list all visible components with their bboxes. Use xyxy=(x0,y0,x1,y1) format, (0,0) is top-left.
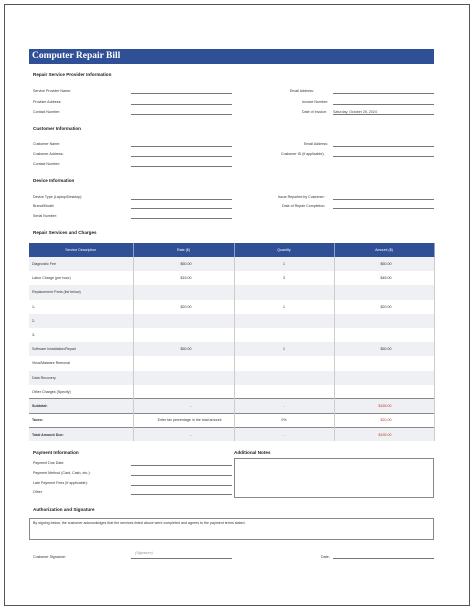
signature-placeholder: (Signature) xyxy=(135,551,153,555)
customer-email-field[interactable] xyxy=(333,146,434,147)
customer-email-label: Email Address: xyxy=(304,142,328,146)
col-header-rate: Rate ($) xyxy=(133,243,234,257)
customer-name-field[interactable] xyxy=(131,146,232,147)
signature-label: Customer Signature: xyxy=(33,555,66,559)
row-description[interactable]: 2- xyxy=(29,314,133,328)
table-row xyxy=(29,356,434,370)
customer-name-label: Customer Name: xyxy=(33,142,61,146)
row-description[interactable]: Labor Charge (per hour) xyxy=(29,271,133,285)
table-row xyxy=(29,257,434,271)
invoice-number-field[interactable] xyxy=(333,104,434,105)
row-quantity[interactable] xyxy=(234,385,334,399)
row-rate[interactable] xyxy=(133,328,234,342)
table-row xyxy=(29,271,434,285)
invoice-date-label: Date of Invoice: xyxy=(302,110,327,114)
total-row xyxy=(29,427,434,441)
invoice-date-underline xyxy=(333,114,434,115)
signature-date-label: Date: xyxy=(321,555,330,559)
row-quantity[interactable] xyxy=(234,314,334,328)
subtotal-amount: $165.00 xyxy=(334,399,434,413)
other-field[interactable] xyxy=(131,494,232,495)
late-fee-field[interactable] xyxy=(131,485,232,486)
invoice-number-label: Invoice Number: xyxy=(302,100,329,104)
provider-contact-label: Contact Number: xyxy=(33,110,61,114)
row-description[interactable]: Diagnostic Fee xyxy=(29,257,133,271)
table-row xyxy=(29,342,434,356)
subtotal-row xyxy=(29,399,434,413)
row-quantity[interactable]: 1 xyxy=(234,300,334,314)
device-heading: Device Information xyxy=(33,178,75,183)
customer-heading: Customer Information xyxy=(33,126,81,131)
table-row xyxy=(29,328,434,342)
services-header-row xyxy=(29,243,434,257)
row-rate[interactable] xyxy=(133,285,234,299)
late-fee-label: Late Payment Fees (If applicable): xyxy=(33,481,88,485)
row-rate[interactable]: $20.00 xyxy=(133,300,234,314)
provider-email-label: Email Address: xyxy=(290,89,314,93)
row-rate[interactable] xyxy=(133,356,234,370)
row-description[interactable]: Replacement Parts (list below) xyxy=(29,285,133,299)
row-description[interactable]: Other Charges (Specify) xyxy=(29,385,133,399)
row-amount: $45.00 xyxy=(334,271,434,285)
device-type-label: Device Type (Laptop/Desktop): xyxy=(33,195,83,199)
payment-method-label: Payment Method (Card, Cash, etc.): xyxy=(33,471,91,475)
row-quantity[interactable]: 1 xyxy=(234,342,334,356)
row-rate[interactable] xyxy=(133,314,234,328)
row-amount xyxy=(334,328,434,342)
total-label: Total Amount Due: xyxy=(29,427,133,441)
table-row xyxy=(29,300,434,314)
provider-address-field[interactable] xyxy=(131,104,232,105)
services-table xyxy=(29,243,435,441)
row-description[interactable]: 3- xyxy=(29,328,133,342)
customer-contact-label: Contact Number: xyxy=(33,162,61,166)
col-header-quantity: Quantity xyxy=(234,243,334,257)
customer-contact-field[interactable] xyxy=(131,166,232,167)
payment-heading: Payment Information xyxy=(33,450,79,455)
row-amount: $50.00 xyxy=(334,342,434,356)
taxes-label: Taxes: xyxy=(29,413,133,427)
taxes-note: Enter tax percentage in the total amount xyxy=(133,413,234,427)
row-rate[interactable] xyxy=(133,371,234,385)
taxes-amount: $20.00 xyxy=(334,413,434,427)
taxes-row xyxy=(29,413,434,427)
row-amount xyxy=(334,314,434,328)
total-amount: $155.00 xyxy=(334,427,434,441)
row-quantity[interactable]: 3 xyxy=(234,271,334,285)
invoice-date-value[interactable]: Saturday, October 26, 2024 xyxy=(333,110,377,114)
issue-reported-field[interactable] xyxy=(333,199,434,200)
provider-address-label: Provider Address: xyxy=(33,100,62,104)
provider-name-label: Service Provider Name: xyxy=(33,89,71,93)
row-rate[interactable]: $50.00 xyxy=(133,257,234,271)
row-amount xyxy=(334,385,434,399)
subtotal-label: Subtotal: xyxy=(29,399,133,413)
signature-field[interactable] xyxy=(131,558,232,559)
row-description[interactable]: Data Recovery xyxy=(29,371,133,385)
table-row xyxy=(29,371,434,385)
auth-heading: Authorization and Signature xyxy=(33,507,95,512)
device-serial-label: Serial Number: xyxy=(33,214,57,218)
notes-heading: Additional Notes xyxy=(234,450,271,455)
row-quantity[interactable] xyxy=(234,285,334,299)
col-header-description: Service Description xyxy=(29,243,133,257)
payment-due-label: Payment Due Date: xyxy=(33,461,65,465)
row-rate[interactable]: $50.00 xyxy=(133,342,234,356)
row-amount xyxy=(334,371,434,385)
row-quantity[interactable]: 1 xyxy=(234,257,334,271)
completion-date-label: Date of Repair Completion: xyxy=(282,204,326,208)
total-rate: - xyxy=(133,427,234,441)
row-amount: $20.00 xyxy=(334,300,434,314)
table-row xyxy=(29,285,434,299)
device-brand-label: Brand/Model: xyxy=(33,204,55,208)
row-quantity[interactable] xyxy=(234,356,334,370)
row-quantity[interactable] xyxy=(234,328,334,342)
services-heading: Repair Services and Charges xyxy=(33,230,97,235)
provider-contact-field[interactable] xyxy=(131,114,232,115)
bill-title: Computer Repair Bill xyxy=(29,49,434,64)
issue-reported-label: Issue Reported by Customer: xyxy=(278,195,325,199)
provider-name-field[interactable] xyxy=(131,93,232,94)
payment-due-field[interactable] xyxy=(131,465,232,466)
row-quantity[interactable] xyxy=(234,371,334,385)
completion-date-field[interactable] xyxy=(333,208,434,209)
row-rate[interactable] xyxy=(133,385,234,399)
signature-date-field[interactable] xyxy=(333,558,434,559)
device-brand-field[interactable] xyxy=(131,208,232,209)
row-description[interactable]: 1- xyxy=(29,300,133,314)
total-quantity: - xyxy=(234,427,334,441)
payment-method-field[interactable] xyxy=(131,475,232,476)
subtotal-quantity: - xyxy=(234,399,334,413)
customer-id-field[interactable] xyxy=(333,156,434,157)
row-description[interactable]: Virus/Malware Removal xyxy=(29,356,133,370)
row-amount xyxy=(334,285,434,299)
customer-id-label: Customer ID (if applicable): xyxy=(281,152,325,156)
row-amount xyxy=(334,356,434,370)
table-row xyxy=(29,385,434,399)
table-row xyxy=(29,314,434,328)
subtotal-rate: - xyxy=(133,399,234,413)
provider-heading: Repair Service Provider Information xyxy=(33,72,112,77)
customer-address-field[interactable] xyxy=(131,156,232,157)
row-amount: $50.00 xyxy=(334,257,434,271)
col-header-amount: Amount ($) xyxy=(334,243,434,257)
row-rate[interactable]: $15.00 xyxy=(133,271,234,285)
auth-statement: By signing below, the customer acknowledges that the services listed above were completed and agrees to the payment terms stated. xyxy=(33,521,246,525)
provider-email-field[interactable] xyxy=(333,93,434,94)
taxes-rate[interactable]: 0% xyxy=(234,413,334,427)
other-label: Other xyxy=(33,490,42,494)
device-type-field[interactable] xyxy=(131,199,232,200)
additional-notes-box[interactable] xyxy=(234,458,434,498)
device-serial-field[interactable] xyxy=(131,218,232,219)
row-description[interactable]: Software Installation/Repair xyxy=(29,342,133,356)
customer-address-label: Customer Address: xyxy=(33,152,64,156)
